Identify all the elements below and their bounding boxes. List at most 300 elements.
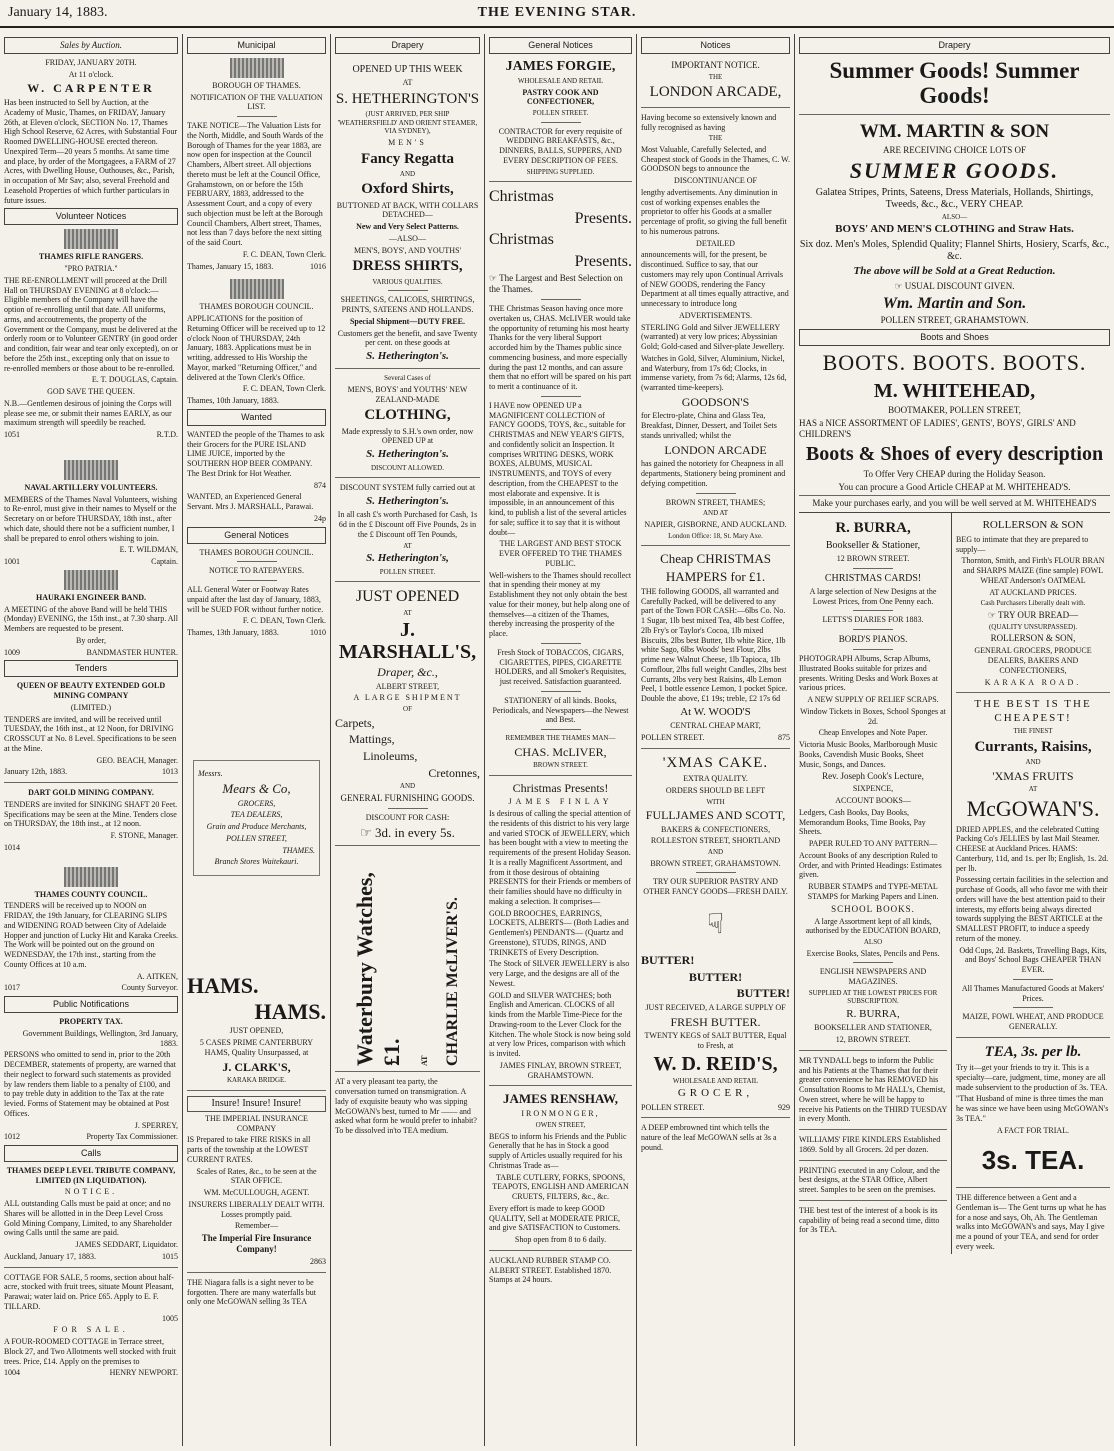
discount-line	[335, 825, 480, 841]
notice-body: ALL General Water or Footway Rates unpaid after the last day of January, 1883, will be SUED FOR without further notice.	[187, 585, 324, 614]
ad-line: BORD'S PIANOS.	[838, 634, 908, 645]
section-heading: Sales by Auction.	[4, 37, 178, 54]
product-line: Carpets,	[335, 715, 375, 730]
ad-body: RUBBER STAMPS and TYPE-METAL STAMPS for Marking Papers and Linen.	[807, 882, 939, 901]
store-name: S. HETHERINGTON'S	[335, 90, 480, 107]
ad-heading: Currants, Raisins,	[974, 738, 1092, 755]
tea-quip: THE Niagara falls is a sight never to be forgotten. There are many waterfalls but only one McGOWAN selling 3s TEA	[187, 1277, 316, 1307]
ad-line: ADVERTISEMENTS.	[678, 310, 753, 320]
tea-price-heading: 3s. TEA.	[981, 1145, 1085, 1176]
notice-body: TENDERS will be received up to NOON on FRIDAY, the 19th January, for CLEARING SLIPS and WIDENING ROAD between City of Adelaide Hopper and junction of Lucky Hit and Karaka Creeks. The Work will be pointed out on the ground on WEDNESDAY, the 17th inst., starting from the County Offices at 10 a.m.	[4, 901, 178, 969]
company-name: The Imperial Fire Insurance Company!	[201, 1233, 312, 1255]
store-name: S. Hetherington's,	[366, 552, 449, 565]
ad-line: You can procure a Good Article CHEAP at M. WHITEHEAD'S.	[838, 481, 1071, 492]
tea-quip: AT a very pleasant tea party, the conversation turned on transmigration. A lady of exquisite beauty who was sipping McGOWAN's best, turned to Mr —— and asked what form he would prefer to inhabit? To be dissolved in'to TEA medium.	[335, 1077, 477, 1136]
store-name: JAMES FORGIE,	[505, 58, 616, 74]
ad-body: MR TYNDALL begs to inform the Public and his Patients at the Thames that for their greater convenience he has REMOVED his Consultation Rooms to Mr HALL's, Chemist, Owen street, where he will be happy to receive his Patients on the THIRD TUESDAY in every Month.	[799, 1055, 947, 1124]
by-order: By order,	[76, 635, 106, 645]
ad-line: Exercise Books, Slates, Pencils and Pens.	[806, 948, 940, 958]
product-heading: Fancy Regatta	[361, 150, 454, 167]
newspaper-title: THE EVENING STAR.	[477, 5, 637, 20]
ad-line: POLLEN STREET.	[641, 1102, 705, 1112]
ad-line: BROWN STREET, GRAHAMSTOWN.	[650, 858, 781, 868]
agent-name: WM. McCULLOUGH, AGENT.	[203, 1188, 310, 1198]
ad-body: for Electro-plate, China and Glass Tea, Breakfast, Dinner, Dessert, and Toilet Sets stands unrivalled; whilst the	[641, 411, 777, 440]
ad-line: Special Shipment—DUTY FREE.	[349, 316, 466, 326]
pointing-hand-icon: ☞	[489, 273, 500, 284]
ad-line: —ALSO—	[389, 233, 426, 243]
ad-line: ROLLESTON STREET, SHORTLAND	[650, 836, 781, 846]
ad-line: Cash Purchasers Liberally dealt with.	[980, 599, 1086, 608]
ad-line: All Thames Manufactured Goods at Makers' Prices.	[961, 983, 1105, 1003]
ad-line: POLLEN STREET.	[532, 109, 589, 118]
ad-line: SUPPLIED AT THE LOWEST PRICES FOR SUBSCRIPTION.	[808, 988, 938, 1006]
ad-line: WHOLESALE AND RETAIL	[517, 77, 604, 86]
ad-body: DRIED APPLES, and the celebrated Cutting Packing Co's JELLIES by last Mail Steamer. CHEESE at Auckland Prices. HAMS: Canterbury, 11d, and 1s. per lb; English, 1s. 2d. per lb.	[956, 824, 1109, 873]
notice-nb: N.B.—Gentlemen desirous of joining the Corps will please see me, or submit their names EARLY, as our maximum strength will speedily be reached.	[4, 398, 172, 428]
ref-number: 1017	[4, 983, 20, 993]
store-name: JAMES RENSHAW,	[502, 1091, 619, 1107]
ad-line: ARE RECEIVING CHOICE LOTS OF	[883, 144, 1026, 155]
ad-body: lengthy advertisements. Any diminution in cost of working expenses enables the proprietor to offer his Goods at a smaller percentage of profit, so giving the full benefit to his numerous patrons.	[641, 187, 787, 236]
ad-line: DISCONTINUANCE OF	[674, 176, 757, 186]
discount-rate: 3d. in every 5s.	[375, 824, 455, 840]
ad-line: The above will be Sold at a Great Reduction.	[853, 265, 1056, 278]
card-line: GROCERS,	[237, 798, 276, 808]
ad-line: AND	[707, 848, 724, 857]
god-save-queen: GOD SAVE THE QUEEN.	[47, 387, 135, 397]
bread-text: TRY OUR BREAD—	[998, 609, 1079, 620]
ad-line: DISCOUNT FOR CASH:	[365, 812, 450, 822]
royal-crest-icon	[64, 460, 118, 480]
ad-line: To Offer Very CHEAP during the Holiday Season.	[863, 468, 1046, 479]
wanted-ad: WANTED, an Experienced General Servant. Mrs J. MARSHALL, Parawai.	[187, 492, 314, 512]
ad-body: BEG to intimate that they are prepared to supply—	[956, 534, 1089, 554]
butter-heading: BUTTER!	[641, 952, 695, 967]
ad-line: OPENED UP THIS WEEK	[352, 63, 463, 75]
notice-body: THE RE-ENROLLMENT will proceed at the Drill Hall on THURSDAY EVENING at 8 o'clock:— Eligible members of the Company will have the option of re-enrolling until that date. All uniforms, arms, and accoutrements, the property of the Government or the Company, must be delivered at the orderly room or to Volunteer GENTRY (in good order and condition, fair wear and tear only excepted), on or before the 25th inst., excepting only that on issue to re-enrolled members or those about to be re-enrolled.	[4, 275, 178, 373]
tea-quip: A DEEP embrowned tint which tells the nature of the leaf McGOWAN sells at 3s a pound.	[641, 1123, 777, 1152]
ad-line: KARAKA ROAD.	[984, 677, 1082, 687]
ad-body: IS Prepared to take FIRE RISKS in all parts of the township at the LOWEST CURRENT RATES.	[187, 1135, 311, 1164]
ad-line: Draper, &c.,	[377, 665, 438, 680]
limited-label: (LIMITED.)	[70, 702, 112, 712]
ad-body: Odd Cups, 2d. Baskets, Travelling Bags, Kits, and Boys' School Bags CHEAPER THAN EVER.	[959, 945, 1107, 975]
ref-number: 1016	[310, 261, 326, 271]
ref-number: 1013	[162, 767, 178, 777]
tea-quip: THE best test of the interest of a book is its capability of being read a second time, ditto for 3s TEA.	[799, 1205, 940, 1235]
ref-number: 1051	[4, 430, 20, 440]
ad-line: ENGLISH NEWSPAPERS AND MAGAZINES.	[819, 967, 927, 987]
ad-line: BROWN STREET, THAMES;	[665, 497, 766, 507]
store-name: LONDON ARCADE,	[649, 84, 782, 101]
ad-line: MAIZE, FOWL WHEAT, AND PRODUCE GENERALLY.	[962, 1012, 1104, 1032]
ad-line: Customers get the benefit, and save Twenty per cent. on these goods at	[337, 328, 478, 348]
ad-body: 5 CASES PRIME CANTERBURY HAMS, Quality Unsurpassed, at	[199, 1038, 314, 1057]
notice-date: January 12th, 1883.	[4, 767, 68, 777]
bread-line	[956, 610, 1110, 621]
royal-crest-icon	[230, 58, 284, 78]
notice-body: TENDERS are invited for SINKING SHAFT 20 Feet. Specifications may be seen at the Mine. Tenders close on THURSDAY, the 18th inst., at 12 noon.	[4, 799, 178, 829]
ad-line: LETTS'S DIARIES FOR 1883.	[822, 615, 924, 625]
discount-line	[799, 281, 1110, 292]
notice-title: PROPERTY TAX.	[59, 1017, 123, 1026]
insure-heading: Insure! Insure! Insure!	[187, 1096, 326, 1112]
ad-body: Possessing certain facilities in the selection and purchase of Goods, all who favor me with their orders will have the best attention paid to their interests, my efforts being always directed towards supplying the BEST ARTICLE at the SMALLEST PROFIT, to induce a speedy return of the money.	[956, 875, 1109, 943]
store-name: McGOWAN'S.	[966, 795, 1100, 821]
store-name: S. Hetherington's.	[366, 494, 449, 507]
store-name: At W. WOOD'S	[680, 705, 751, 718]
ad-line: CENTRAL CHEAP MART,	[670, 721, 761, 731]
tea-heading: TEA, 3s. per lb.	[984, 1043, 1082, 1060]
section-heading: Public Notifications	[4, 996, 178, 1013]
ad-line: VARIOUS QUALITIES.	[372, 277, 443, 286]
ad-heading: BOYS' AND MEN'S CLOTHING and Straw Hats.	[835, 223, 1074, 236]
signature: F. C. DEAN, Town Clerk.	[242, 616, 326, 626]
product-line: Linoleums,	[363, 749, 418, 763]
ad-line: WHOLESALE AND RETAIL	[672, 1076, 759, 1085]
largest-selection: The Largest and Best Selection on the Thames.	[489, 273, 623, 295]
ad-line: SHIPPING SUPPLIED.	[526, 167, 595, 176]
signature: F. STONE, Manager.	[110, 831, 178, 841]
rollerson-mcgowan-ads	[952, 513, 1110, 1253]
ad-line: Rev. Joseph Cook's Lecture,	[822, 771, 924, 782]
butter-heading: BUTTER!	[688, 969, 743, 984]
notice-body: A FOUR-ROOMED COTTAGE in Terrace street, Block 27, and Two Allotments well stocked with fruit trees. Price, £14. Apply on the premises to	[4, 1337, 176, 1366]
store-name: ROLLERSON & SON,	[990, 633, 1076, 644]
notice-date: Thames, 10th January, 1883.	[187, 396, 279, 406]
ad-body: PRINTING executed in any Colour, and the best designs, at the STAR Office, Albert street. Samples to be seen on the premises.	[799, 1165, 940, 1195]
ad-line: (JUST ARRIVED, PER SHIP 'WEATHERSFIELD' AND ORIENT STEAMER, VIA SYDNEY),	[337, 110, 478, 136]
mears-name: Mears & Co,	[222, 780, 291, 796]
ad-line: AT	[402, 78, 413, 88]
ad-line: A LARGE SHIPMENT	[353, 693, 462, 703]
ad-line: GENERAL GROCERS, PRODUCE DEALERS, BAKERS AND CONFECTIONERS,	[974, 646, 1092, 675]
ad-body: AUCKLAND RUBBER STAMP CO. ALBERT STREET. Established 1870. Stamps at 24 hours.	[489, 1255, 612, 1285]
product-line: Cretonnes,	[428, 765, 480, 780]
store-name: J. MARSHALL'S,	[338, 619, 477, 664]
butter-heading: BUTTER!	[736, 986, 790, 1001]
column-2	[183, 34, 330, 1446]
pointing-hand-icon: ☞	[894, 280, 905, 291]
ad-heading: IMPORTANT NOTICE.	[671, 59, 760, 70]
ad-body: Every effort is made to keep GOOD QUALITY, Sell at MODERATE PRICE, and give SATISFACTION to Customers.	[489, 1203, 621, 1233]
ad-line: GROCER,	[677, 1087, 754, 1100]
notice-title: HAURAKI ENGINEER BAND.	[35, 592, 146, 602]
store-name: GOODSON'S	[681, 394, 750, 409]
store-name: ROLLERSON & SON	[982, 519, 1084, 532]
ad-line: IRONMONGER,	[521, 1109, 600, 1119]
ad-body: Is desirous of calling the special attention of the residents of this district to his very large and varied STOCK of JEWELLERY, which has been bought with a view to meeting the requirements of the present Holiday Season. It is a really Magnificent Assortment, and from it those desirous of obtaining PRESENTS for their Friends or members of their families should have no difficulty in making a selection. It comprises—	[489, 809, 631, 906]
ad-body: WILLIAMS' FIRE KINDLERS Established 1869. Sold by all Grocers. 2d per dozen.	[799, 1135, 941, 1154]
store-name: CHAS. McLIVER,	[514, 744, 607, 759]
ad-body: Fresh Stock of TOBACCOS, CIGARS, CIGARETTES, PIPES, CIGARETTE HOLDERS, and all Smoker's Requisites, just received. Satisfaction guaranteed.	[494, 647, 627, 687]
signature-title: County Surveyor.	[121, 983, 178, 993]
section-heading: Notices	[641, 37, 790, 54]
ad-line: Make your purchases early, and you will be well served at M. WHITEHEAD'S	[799, 495, 1110, 509]
signature: E. T. WILDMAN,	[119, 545, 178, 555]
pointing-hand-icon: ☞	[360, 824, 376, 840]
notice-title: THAMES BOROUGH COUNCIL.	[199, 302, 314, 312]
ad-line: KARAKA BRIDGE.	[226, 1076, 287, 1085]
ad-body: Most Valuable, Carefully Selected, and Cheapest stock of Goods in the Thames, C. W. GOODSON begs to announce the	[641, 144, 790, 174]
hams-heading: HAMS.	[187, 973, 259, 999]
ad-line: A FACT FOR TRIAL.	[997, 1125, 1070, 1135]
ad-body: has gained the notoriety for Cheapness in all departments, Stationery being prominent and defying competition.	[641, 459, 786, 488]
signature: HENRY NEWPORT.	[109, 1368, 178, 1378]
ad-line: BOOKSELLER AND STATIONER,	[814, 1023, 932, 1033]
christmas-heading: Presents.	[574, 252, 632, 270]
ad-body: Victoria Music Books, Marlborough Music Books, Cavendish Music Books, Sheet Music, Songs, and Dances.	[799, 740, 938, 769]
notice-body: TAKE NOTICE—The Valuation Lists for the North, Middle, and South Wards of the Borough of Thames for the year 1883, are now open for inspection at the Council Chambers, Albert street. All objections thereto must be left at the Council Office, Grahamstown, on or before the 15th FEBRUARY, 1883, addressed to the Assessment Court, and a copy of every such objection must be left at the Borough Council Chambers, Albert street, Thames, not less than 7 days before the next sitting of the said Court.	[187, 121, 324, 248]
ad-body: BEGS to inform his Friends and the Public Generally that he has in Stock a good supply of Articles usually required for his Christmas Trade as—	[489, 1131, 627, 1170]
ad-line: AND	[399, 169, 416, 178]
ref-number: 875	[778, 732, 790, 742]
section-heading: Drapery	[335, 37, 480, 54]
store-name: W. D. REID'S,	[653, 1052, 778, 1075]
ad-body: Thornton, Smith, and Firth's FLOUR BRAN and SHARPS MAIZE (fine sample) FOWL WHEAT Anderson's OATMEAL	[961, 556, 1105, 585]
store-name: CHARLIE McLIVER'S.	[444, 897, 462, 1067]
notice-body: ALL outstanding Calls must be paid at once; and no Shares will be allotted in in the Deep Level Cross Gold Mining Company, Limited, to any Shareholder owing Calls until the same are paid.	[4, 1199, 172, 1238]
summer-goods-heading: SUMMER GOODS.	[849, 157, 1060, 183]
ad-body: STERLING Gold and Silver JEWELLERY (warranted) at very low prices; Abyssinian Gold; Gold-cased and Silver-plate Jewellery.	[641, 322, 785, 352]
initials: R.T.D.	[156, 430, 178, 440]
wanted-ad: WANTED the people of the Thames to ask their Grocers for the PURE ISLAND LIME JUICE, imported by the SOUTHERN HOP BEER COMPANY. The Best Drink for Hot Weather.	[187, 429, 325, 478]
ad-body: GOLD BROOCHES, EARRINGS, LOCKETS, ALBERTS— (Both Ladies and Gentlemen's) PENDANTS— (Quartz and Greenstone), STUDS, RINGS, AND TRINKETS of Every Description.	[489, 908, 629, 957]
product-line: Mattings,	[349, 732, 395, 747]
auction-date: FRIDAY, JANUARY 20TH.	[45, 57, 137, 67]
store-name: JAMES FINLAY	[508, 797, 613, 807]
ad-heading: CHRISTMAS CARDS!	[824, 572, 922, 584]
ad-body: Watches in Gold, Silver, Aluminium, Nickel, and Waterbury, from 17s 6d; Clocks, in immense variety, from 7s 6d; Alarms, 12s 6d, (warranted time-keepers).	[641, 353, 787, 393]
ad-line: ALBERT STREET,	[375, 681, 440, 691]
christmas-heading: Presents.	[574, 209, 632, 227]
ad-line: AT	[403, 608, 412, 617]
ad-heading: FRESH BUTTER.	[670, 1014, 761, 1029]
pointing-hand-icon: ☞	[987, 609, 998, 620]
ad-line: EXTRA QUALITY.	[683, 774, 748, 784]
ad-line: BUTTONED AT BACK, WITH COLLARS DETACHED—	[336, 200, 479, 220]
auction-time: At 11 o'clock.	[68, 69, 114, 79]
ad-line: BAKERS & CONFECTIONERS,	[660, 824, 771, 834]
notice-date: Auckland, January 17, 1883.	[4, 1251, 96, 1261]
ad-line: DISCOUNT ALLOWED.	[371, 463, 444, 472]
ad-body: Account Books of any description Ruled to Order, and with Printed Headings: Estimates given.	[799, 850, 942, 880]
ad-line: AND AT	[702, 509, 729, 518]
product-heading: Oxford Shirts,	[361, 181, 454, 198]
card-line: Branch Stores Waitekauri.	[214, 857, 299, 867]
ad-line: DETAILED	[696, 238, 735, 248]
card-line: POLLEN STREET,	[226, 833, 287, 843]
store-name: M. WHITEHEAD,	[873, 379, 1036, 402]
company-name: THE IMPERIAL INSURANCE COMPANY	[205, 1113, 308, 1133]
auctioneer-name: W. CARPENTER	[27, 81, 155, 96]
ad-line: SHEETINGS, CALICOES, SHIRTINGS, PRINTS, SATEENS AND HOLLANDS.	[340, 295, 475, 314]
ad-line: Several Cases of	[384, 374, 431, 383]
ad-line: BOOTMAKER, POLLEN STREET,	[888, 405, 1021, 416]
notice-title: QUEEN OF BEAUTY EXTENDED GOLD MINING COMPANY	[16, 681, 166, 701]
ad-line: THE LARGEST AND BEST STOCK EVER OFFERED TO THE THAMES PUBLIC.	[499, 539, 622, 568]
ad-line: PASTRY COOK AND CONFECTIONER,	[522, 87, 599, 107]
ad-line: Made expressly to S.H.'s own order, now OPENED UP at	[341, 426, 474, 446]
masthead	[0, 0, 1114, 28]
ref-number: 2863	[310, 1257, 326, 1267]
notice-title: THAMES DEEP LEVEL TRIBUTE COMPANY, LIMITED (IN LIQUIDATION).	[6, 1165, 176, 1185]
ad-line: AND	[1025, 758, 1041, 767]
notice-date: Thames, 13th January, 1883.	[187, 628, 279, 638]
ref-number: 1015	[162, 1251, 178, 1261]
ad-heading: Boots & Shoes of every description	[805, 443, 1104, 466]
christmas-heading: Christmas	[489, 188, 554, 206]
ad-body: "That Husband of mine is three times the man he was since we have been using McGOWAN's 3s TEA."	[956, 1094, 1109, 1123]
ad-line: REMEMBER THE THAMES MAN—	[505, 734, 616, 743]
product-heading: CLOTHING,	[364, 407, 451, 424]
ref-number: 929	[778, 1102, 790, 1112]
ad-line: Cheap Envelopes and Note Paper.	[818, 728, 928, 738]
card-salutation: Messrs.	[198, 768, 223, 778]
ad-heading: Cheap CHRISTMAS	[660, 551, 771, 567]
section-heading: Volunteer Notices	[4, 208, 178, 225]
ad-line: JUST OPENED,	[229, 1026, 284, 1036]
ad-heading: HAMPERS for £1.	[665, 568, 766, 584]
ad-body: Galatea Stripes, Prints, Sateens, Dress Materials, Hollands, Shirtings, Tweeds, &c., &c., VERY CHEAP.	[815, 186, 1094, 210]
notice-title: FOR SALE.	[53, 1325, 129, 1335]
ad-line: (QUALITY UNSURPASSED).	[988, 622, 1078, 631]
ref-number: 874	[314, 480, 326, 490]
notice-title: THAMES COUNTY COUNCIL.	[34, 889, 148, 899]
tea-quip: THE difference between a Gent and a Gentleman is— The Gent turns up what he has for a nose and says, Oh, Ah. The Gentleman walks into McGOWAN's and says, May I give me a pound of your TEA, and send for order every week.	[956, 1193, 1107, 1251]
auction-notice: Has been instructed to Sell by Auction, at the Academy of Music, Thames, on FRIDAY, January 26th, at Eleven o'clock, SECTION No. 17, Thames High School Reserve, 62 Acres, with Substantial Four Roomed DWELLING-HOUSE erected thereon. Unexpired Term—20 years 5 months. At same time and place, by order of the Mortgagees, a FARM of 27 Acres, with Dwelling House, Outhouses, &c., Parish, in occupation of Mr Sav; also, several Freehold and Leasehold Properties of which further particulars in future issues.	[4, 98, 178, 205]
ad-line: ALSO—	[941, 212, 968, 221]
ad-body: STATIONERY of all kinds. Books, Periodicals, and Newspapers—the Newest and Best.	[492, 695, 629, 725]
discount-text: USUAL DISCOUNT GIVEN.	[904, 280, 1015, 291]
notice-title: BOROUGH OF THAMES.	[212, 80, 301, 90]
signature: BANDMASTER HUNTER.	[86, 647, 178, 657]
ad-heading: SCHOOL BOOKS.	[831, 903, 915, 914]
ad-body: I HAVE now OPENED UP a MAGNIFICENT COLLECTION of FANCY GOODS, TOYS, &c., suitable for CHRISTMAS and NEW YEAR'S GIFTS, and confidently solicit an Inspection. It comprises WRITING DESKS, WORK BOXES, ALBUMS, MUSICAL INSTRUMENTS, and TOYS of every description, from the CHEAPEST to the most elaborate and expensive. It is impossible, in an announcement of this kind, to publish a list of the several articles for sale; suffice it to say that it is without doubt—	[489, 400, 627, 537]
ad-line: POLLEN STREET.	[379, 567, 436, 576]
ad-line: 12 BROWN STREET.	[836, 553, 910, 563]
ad-line: JUST RECEIVED, A LARGE SUPPLY OF	[645, 1002, 786, 1012]
ad-line: NAPIER, GISBORNE, AND AUCKLAND.	[644, 519, 787, 529]
signature: F. C. DEAN, Town Clerk.	[242, 249, 326, 259]
notice-body: A MEETING of the above Band will be held THIS (Monday) EVENING, the 15th inst., at 7.30 sharp. All Members are requested to be present.	[4, 604, 178, 634]
hams-heading: HAMS.	[254, 999, 326, 1025]
ad-body: A large Assortment kept of all kinds, authorised by the EDUCATION BOARD,	[805, 916, 941, 936]
ref-number: 24p	[314, 513, 326, 523]
column-3	[331, 34, 484, 1446]
ad-body: TRY OUR SUPERIOR PASTRY AND OTHER FANCY GOODS—FRESH DAILY.	[643, 877, 788, 897]
ad-body: TABLE CUTLERY, FORKS, SPOONS, TEAPOTS, ENGLISH AND AMERICAN CRUETS, FILTERS, &c., &c.	[492, 1172, 629, 1202]
ad-body: Six doz. Men's Moles, Splendid Quality; Flannel Shirts, Hosiery, Scarfs, &c., &c.	[799, 238, 1110, 263]
ad-body: Having become so extensively known and fully recognised as having	[641, 112, 777, 132]
signature: JAMES SEDDART, Liquidator.	[75, 1240, 178, 1250]
ad-body: CONTRACTOR for every requisite of WEDDING BREAKFASTS, &c., DINNERS, BALLS, SUPPERS, AND EVERY DESCRIPTION OF FEES.	[498, 126, 623, 165]
ad-line: AT	[419, 1055, 429, 1067]
ad-heading: THE BEST IS THE CHEAPEST!	[974, 698, 1092, 724]
ref-number: 1005	[162, 1313, 178, 1323]
ad-line: THE	[708, 72, 723, 81]
ad-line: Remember—	[234, 1221, 279, 1231]
store-name: LONDON ARCADE	[664, 442, 767, 457]
ref-number: 1004	[4, 1368, 20, 1378]
ad-heading: 'XMAS CAKE.	[662, 754, 769, 771]
royal-crest-icon	[64, 867, 118, 887]
ad-body: The Stock of SILVER JEWELLERY is also very Large, and the designs are all of the Newest.	[489, 959, 630, 988]
store-name: R. BURRA,	[835, 520, 911, 537]
column-4	[485, 34, 636, 1446]
store-name: S. Hetherington's.	[366, 448, 449, 461]
boots-heading: BOOTS. BOOTS. BOOTS.	[822, 350, 1087, 376]
ad-body: A large selection of New Designs at the Lowest Prices, from One Penny each.	[809, 586, 937, 606]
column-6	[795, 34, 1114, 1446]
ad-line: MEN'S, BOYS', AND YOUTHS'	[354, 245, 461, 255]
ad-line: ALSO	[863, 938, 883, 947]
ad-line: PAPER RULED TO ANY PATTERN—	[808, 839, 938, 849]
store-name: R. BURRA,	[846, 1007, 900, 1020]
ref-number: 1012	[4, 1132, 20, 1142]
signature: E. T. DOUGLAS, Captain.	[91, 375, 178, 385]
ad-heading: Christmas Presents!	[512, 780, 609, 795]
card-line: TEA DEALERS,	[230, 810, 283, 820]
section-heading: General Notices	[187, 527, 326, 544]
ad-line: MEN'S, BOYS' and YOUTHS' NEW ZEALAND-MADE	[347, 384, 468, 404]
notice-title: NOTIFICATION OF THE VALUATION LIST.	[190, 92, 323, 112]
card-line: Grain and Produce Merchants,	[206, 822, 307, 832]
ad-body: Well-wishers to the Thames should recollect that in spending their money at my Establishment they not only obtain the best value for their money, but help along one of themselves—a citizen of the Thames, thereby increasing the prosperity of the place.	[489, 570, 632, 639]
ad-body: GOLD and SILVER WATCHES; both English and American. CLOCKS of all kinds from the Marble Time-Piece for the Drawing-room to the Lever Clock for the Kitchen. The whole Stock is now being sold at very low Prices, comparison with which is invited.	[489, 990, 631, 1059]
ad-heading: 'XMAS FRUITS	[992, 768, 1074, 783]
signature: J. SPERREY,	[134, 1120, 178, 1130]
notice-label: NOTICE.	[64, 1187, 118, 1197]
royal-crest-icon	[230, 279, 284, 299]
pointing-hand-icon: ☟	[706, 908, 725, 940]
christmas-heading: Christmas	[489, 231, 554, 249]
column-1	[0, 34, 182, 1446]
ad-line: Shop open from 8 to 6 daily.	[514, 1235, 607, 1245]
ref-number: 1010	[310, 628, 326, 638]
ad-line: WITH	[706, 797, 725, 806]
section-heading: Municipal	[187, 37, 326, 54]
ad-line: AT	[403, 541, 412, 550]
ad-line: AND	[399, 782, 416, 791]
royal-crest-icon	[64, 229, 118, 249]
signature: F. C. DEAN, Town Clerk.	[242, 384, 326, 394]
ad-line: Window Tickets in Boxes, School Sponges at 2d.	[800, 706, 946, 726]
ad-body: THE following GOODS, all warranted and Carefully Packed, will be delivered to any part of the Town FOR CASH:—6lbs Co. No. 1 Sugar, 1lb best mixed Tea, 4lb best Coffee, 2lb Fry's or Taylor's Cocoa, 1lb mixed Biscuits, 2lbs best Butter, 1lb white Rice, 1lb white Sago, 6lbs Woods' best Flour, 2lbs prime new Walnut Cheese, 1lb Tapioca, 1lb Cornflour, 2lbs full weight Candles, 2lbs best Currants, 2lbs very best Raisins, 4lb Lemon Peel, 1 bottle essence Lemon, 1 pocket Spice. Double the above, £1 19s; treble, £2 17s 6d	[641, 586, 788, 704]
ad-line: MEN'S	[388, 137, 427, 147]
ref-number: 1001	[4, 557, 20, 567]
ad-line: ORDERS SHOULD BE LEFT	[665, 785, 766, 795]
ad-line: GENERAL FURNISHING GOODS.	[340, 792, 475, 803]
product-heading: DRESS SHIRTS,	[352, 258, 463, 275]
burra-ad	[799, 513, 952, 1253]
notice-title: THAMES RIFLE RANGERS.	[38, 252, 144, 262]
royal-crest-icon	[64, 570, 118, 590]
notice-title: THAMES BOROUGH COUNCIL.	[199, 547, 314, 557]
motto: "PRO PATRIA."	[64, 264, 118, 274]
notice-title: NAVAL ARTILLERY VOLUNTEERS.	[24, 482, 158, 492]
ad-line: Bookseller & Stationer,	[825, 539, 921, 551]
card-line: THAMES.	[282, 845, 315, 855]
mears-card	[193, 760, 320, 876]
signature: A. AITKEN,	[136, 971, 178, 981]
ad-body: PHOTOGRAPH Albums, Scrap Albums, Illustrated Books suitable for prizes and presents. Writing Desks and Work Boxes at various prices.	[799, 654, 938, 693]
signature: GEO. BEACH, Manager.	[96, 755, 178, 765]
ad-line: INSURERS LIBERALLY DEALT WITH. Losses promptly paid.	[188, 1199, 325, 1219]
ad-heading: JUST OPENED	[355, 588, 460, 606]
ad-line: POLLEN STREET, GRAHAMSTOWN.	[880, 315, 1029, 326]
